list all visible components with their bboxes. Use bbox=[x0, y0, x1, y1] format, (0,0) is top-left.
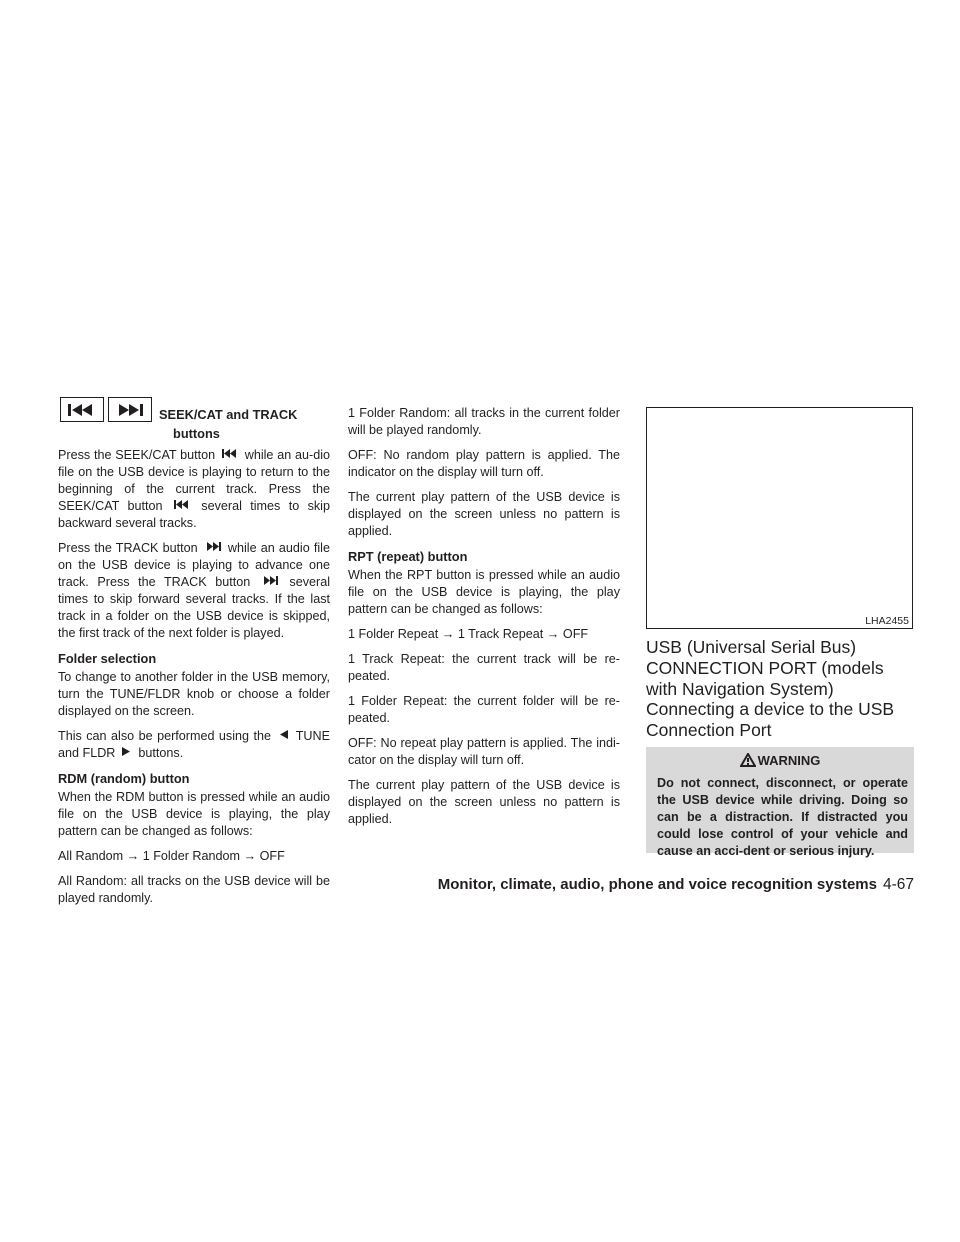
track-forward-icon bbox=[259, 574, 281, 591]
seek-back-icon bbox=[171, 498, 193, 515]
seek-track-heading-line1: SEEK/CAT and TRACK bbox=[159, 407, 298, 422]
tune-fldr-paragraph: This can also be performed using the TUNE and FLDR buttons. bbox=[58, 729, 330, 760]
folder-repeat-paragraph: 1 Folder Repeat: the current folder will be re-peated. bbox=[348, 694, 620, 725]
repeat-display-paragraph: The current play pattern of the USB device is displayed on the screen unless no pattern is applied. bbox=[348, 778, 620, 826]
column-2 bbox=[348, 405, 620, 836]
column-1 bbox=[58, 447, 330, 915]
all-random-paragraph: All Random: all tracks on the USB device will be played randomly. bbox=[58, 874, 330, 905]
track-forward-icon bbox=[202, 540, 224, 557]
rpt-sequence: 1 Folder Repeat → 1 Track Repeat → OFF bbox=[348, 627, 589, 641]
folder-selection-heading: Folder selection bbox=[58, 651, 157, 666]
page-footer bbox=[438, 876, 914, 894]
repeat-off-paragraph: OFF: No repeat play pattern is applied. The indi-cator on the display will turn off. bbox=[348, 736, 620, 767]
warning-label: WARNING bbox=[757, 753, 821, 768]
triangle-right-icon bbox=[119, 745, 135, 762]
folder-paragraph: To change to another folder in the USB memory, turn the TUNE/FLDR knob or choose a folder displayed on the screen. bbox=[58, 670, 330, 718]
warning-box bbox=[646, 747, 914, 858]
triangle-left-icon bbox=[275, 728, 291, 745]
rdm-sequence: All Random → 1 Folder Random → OFF bbox=[58, 849, 285, 863]
rpt-heading: RPT (repeat) button bbox=[348, 549, 468, 564]
seek-back-button-icon bbox=[60, 397, 104, 422]
seek-back-icon bbox=[219, 447, 241, 464]
seek-track-heading bbox=[159, 405, 297, 443]
rdm-paragraph: When the RDM button is pressed while an audio file on the USB device is playing, the play pattern can be changed as follows: bbox=[58, 790, 330, 838]
random-display-paragraph: The current play pattern of the USB device is displayed on the screen unless no pattern is applied. bbox=[348, 490, 620, 538]
subsection-title: Connecting a device to the USB Connection Port bbox=[646, 699, 895, 740]
warning-triangle-icon bbox=[740, 753, 756, 770]
section-title: USB (Universal Serial Bus) CONNECTION PORT (models with Navigation System) bbox=[646, 637, 884, 699]
figure-code: LHA2455 bbox=[865, 615, 909, 627]
chapter-title: Monitor, climate, audio, phone and voice recognition systems bbox=[437, 876, 877, 893]
track-repeat-paragraph: 1 Track Repeat: the current track will be re-peated. bbox=[348, 652, 620, 683]
seek-track-heading-line2: buttons bbox=[173, 426, 220, 441]
random-off-paragraph: OFF: No random play pattern is applied. The indicator on the display will turn off. bbox=[348, 448, 620, 479]
seek-paragraph: Press the SEEK/CAT button while an au-dio file on the USB device is playing to return to the beginning of the current track. Press the SEEK/CAT button several times to skip backward several tracks. bbox=[58, 448, 330, 530]
rpt-paragraph: When the RPT button is pressed while an audio file on the USB device is playing, the play pattern can be changed as follows: bbox=[348, 568, 620, 616]
page-number: 4-67 bbox=[882, 876, 914, 893]
warning-text: Do not connect, disconnect, or operate the USB device while driving. Doing so can be a distraction. If distracted you could lose control of your vehicle and cause an acci-dent or serious injury. bbox=[657, 776, 908, 858]
track-paragraph: Press the TRACK button while an audio file on the USB device is playing to advance one track. Press the TRACK button several times to skip forward several tracks. If the last track in a folder on the USB device is skipped, the first track of the next folder is played. bbox=[58, 541, 330, 640]
folder-random-paragraph: 1 Folder Random: all tracks in the current folder will be played randomly. bbox=[348, 406, 620, 437]
warning-header bbox=[646, 753, 914, 770]
track-forward-button-icon bbox=[108, 397, 152, 422]
illustration-frame bbox=[646, 407, 913, 629]
rdm-heading: RDM (random) button bbox=[58, 771, 190, 786]
